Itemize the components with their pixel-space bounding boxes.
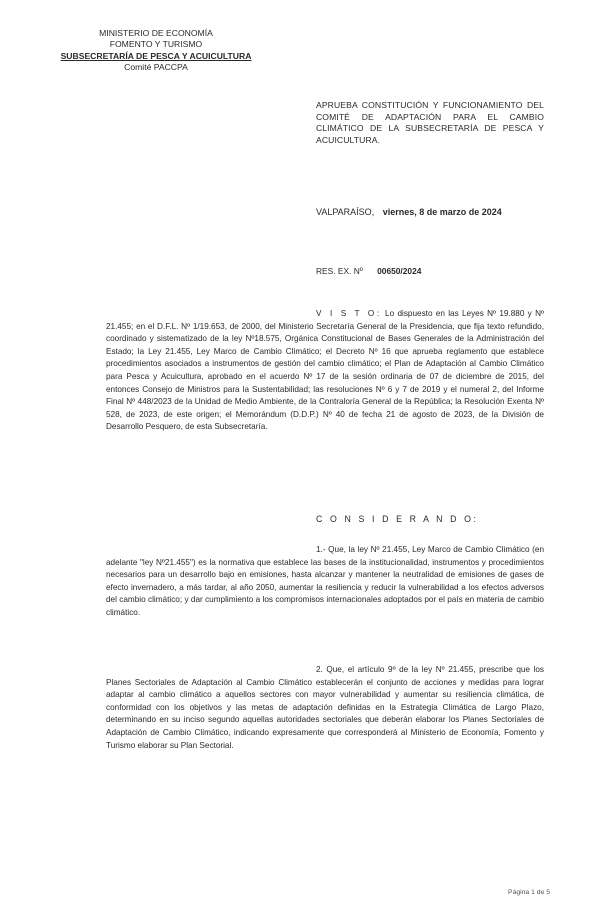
letterhead <box>56 28 256 74</box>
place-date <box>316 207 502 217</box>
resolution-number: 00650/2024 <box>377 266 422 276</box>
subsecretaria-name: SUBSECRETARÍA DE PESCA Y ACUICULTURA <box>60 50 252 61</box>
considerando-heading: C O N S I D E R A N D O: <box>316 514 479 524</box>
committee-name: Comité PACCPA <box>124 62 188 73</box>
resolution-label: RES. EX. Nº <box>316 266 363 276</box>
resolution-date: viernes, 8 de marzo de 2024 <box>382 207 502 217</box>
visto-text: Lo dispuesto en las Leyes Nº 19.880 y Nº 21.455; en el D.F.L. Nº 1/19.653, de 2000, del Ministerio Secretaría General de la Presidencia, que fija texto refundido, coordinado y sistematizado de la ley Nº18.575, Orgánica Constitucional de Bases Generales de la Administración del Estado; la Ley 21.455, Ley Marco de Cambio Climático; el Decreto Nº 16 que aprueba reglamento que establece procedimientos asociados a instrumentos de gestión del cambio climático; el Plan de Adaptación al Cambio Climático para Pesca y Acuicultura, aprobado en el acuerdo Nº 17 de la sesión ordinaria de 07 de diciembre de 2015, del entonces Consejo de Ministros para la Sustentabilidad; las resoluciones Nº 6 y 7 de 2019 y el numeral 2, del Informe Final Nº 448/2023 de la Unidad de Medio Ambiente, de la Contraloría General de la República; la Resolución Exenta Nº 528, de 2023, de este origen; el Memorándum (D.D.P.) Nº 40 de fecha 21 de agosto de 2023, de la División de Desarrollo Pesquero, de esta Subsecretaría. <box>106 309 544 432</box>
visto-heading: V I S T O: <box>316 309 382 318</box>
ministry-name: MINISTERIO DE ECONOMÍA <box>99 28 213 38</box>
resolution-title: APRUEBA CONSTITUCIÓN Y FUNCIONAMIENTO DEL COMITÉ DE ADAPTACIÓN PARA EL CAMBIO CLIMÁTICO DE LA SUBSECRETARÍA DE PESCA Y ACUICULTURA. <box>316 100 544 145</box>
visto-paragraph <box>106 308 544 434</box>
place-name: VALPARAÍSO, <box>316 207 375 217</box>
considerando-paragraph-2: 2. Que, el artículo 9º de la ley Nº 21.455, prescribe que los Planes Sectoriales de Adaptación al Cambio Climático establecerán el conjunto de acciones y medidas para lograr adaptar al cambio climático a aquellos sectores con mayor vulnerabilidad y aumentar su resiliencia climática, de conformidad con los objetivos y las metas de adaptación definidas en la Estrategia Climática de Largo Plazo, determinando en su inciso segundo aquellas autoridades sectoriales que deberán elaborar los Planes Sectoriales de Adaptación de Cambio Climático, indicando expresamente que corresponderá al Ministerio de Economía, Fomento y Turismo elaborar su Plan Sectorial. <box>106 665 544 750</box>
resolution-number-line <box>316 266 421 276</box>
page-number: Página 1 de 5 <box>508 889 550 896</box>
considerando-paragraph-1: 1.- Que, la ley Nº 21.455, Ley Marco de Cambio Climático (en adelante "ley Nº21.455") es la normativa que establece las bases de la institucionalidad, instrumentos y procedimientos necesarios para un desarrollo bajo en emisiones, hasta alcanzar y mantener la neutralidad de emisiones de gases de efecto invernadero, a más tardar, al año 2050, aumentar la resiliencia y reducir la vulnerabilidad a los efectos adversos del cambio climático; y dar cumplimiento a los compromisos internacionales adoptados por el país en materia de cambio climático. <box>106 545 544 617</box>
ministry-subname: FOMENTO Y TURISMO <box>109 39 203 50</box>
